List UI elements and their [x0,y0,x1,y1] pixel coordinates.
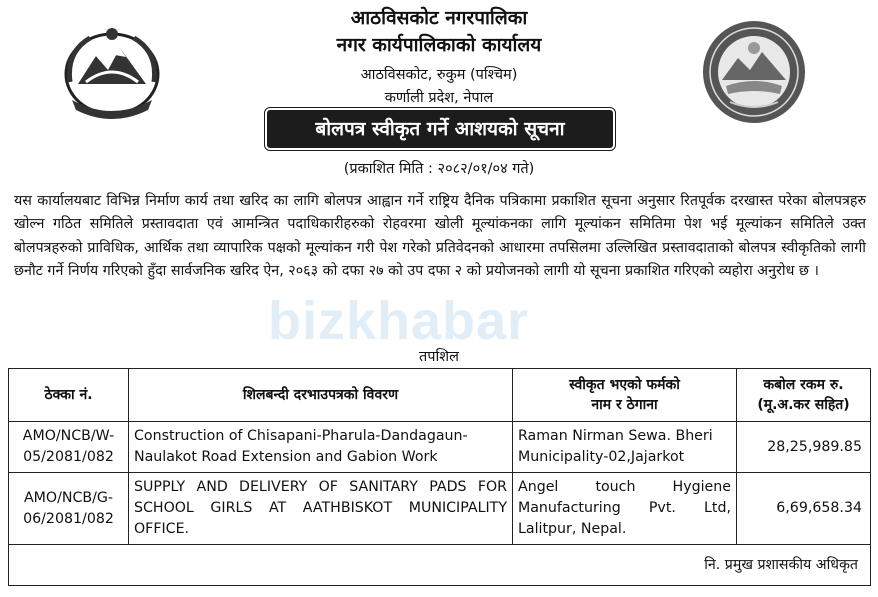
header-description: शिलबन्दी दरभाउपत्रको विवरण [129,369,513,422]
watermark: bizkhabar [268,291,530,351]
firm-cell: Angel touch Hygiene Manufacturing Pvt. Ltd, Lalitpur, Nepal. [513,473,737,545]
header-firm [513,369,737,422]
firm-cell: Raman Nirman Sewa. Bheri Municipality-02,Jajarkot [513,422,737,473]
table-row [9,473,871,545]
address-line-2: कर्णाली प्रदेश, नेपाल [384,90,494,106]
org-name: आठविसकोट नगरपालिका [350,7,528,29]
address-line-1: आठविसकोट, रुकुम (पश्चिम) [360,67,518,83]
office-name: नगर कार्यपालिकाको कार्यालय [336,34,542,56]
header-amount-line1: कबोल रकम रु. [763,377,844,393]
table-header-row [9,369,871,422]
header-contract-no: ठेक्का नं. [9,369,129,422]
notice-title-banner: बोलपत्र स्वीकृत गर्ने आशयको सूचना [267,110,613,148]
contract-no-cell: AMO/NCB/W-05/2081/082 [9,422,129,473]
publish-date: (प्रकाशित मिति : २०८२/०१/०४ गते) [343,161,535,177]
header-amount [737,369,871,422]
header-firm-line2: नाम र ठेगाना [591,397,658,413]
amount-cell: 6,69,658.34 [737,473,871,545]
description-cell: Construction of Chisapani-Pharula-Dandagaun-Naulakot Road Extension and Gabion Work [129,422,513,473]
schedule-label: तपशिल [419,349,459,365]
tender-table [8,368,871,586]
signatory: नि. प्रमुख प्रशासकीय अधिकृत [9,545,871,586]
municipality-seal-logo [700,18,808,126]
header-amount-line2: (मू.अ.कर सहित) [757,397,850,413]
amount-cell: 28,25,989.85 [737,422,871,473]
notice-body: यस कार्यालयबाट विभिन्न निर्माण कार्य तथा खरिद का लागि बोलपत्र आह्वान गर्ने राष्ट्रिय दैनिक पत्रिकामा प्रकाशित सूचना अनुसार रितपूर्वक दरखास्त परेका बोलपत्रहरु खोल्न गठित समितिले प्रस्तावदाता एवं आमन्त्रित पदाधिकारीहरुको रोहवरमा खोली मूल्यांकनका लागि मूल्यांकन समितिमा पेश भई मूल्यांकन समितिले उक्त बोलपत्रहरुको प्राविधिक, आर्थिक तथा व्यापारिक पक्षको मूल्यांकन गरी पेश गरेको प्रतिवेदनको आधारमा तपसिलमा उल्लिखित प्रस्तावदाताको बोलपत्र स्वीकृतिको लागी छनौट गर्ने निर्णय गरिएको हुँदा सार्वजनिक खरिद ऐन, २०६३ को दफा २७ को उप दफा २ को प्रयोजनको लागी यो सूचना प्रकाशित गरिएको व्यहोरा अनुरोध छ । [14,193,866,280]
header-firm-line1: स्वीकृत भएको फर्मको [569,377,680,393]
signature-row [9,545,871,586]
contract-no-cell: AMO/NCB/G-06/2081/082 [9,473,129,545]
table-row [9,422,871,473]
description-cell: SUPPLY AND DELIVERY OF SANITARY PADS FOR SCHOOL GIRLS AT AATHBISKOT MUNICIPALITY OFFICE. [129,473,513,545]
notice-header [0,0,878,200]
